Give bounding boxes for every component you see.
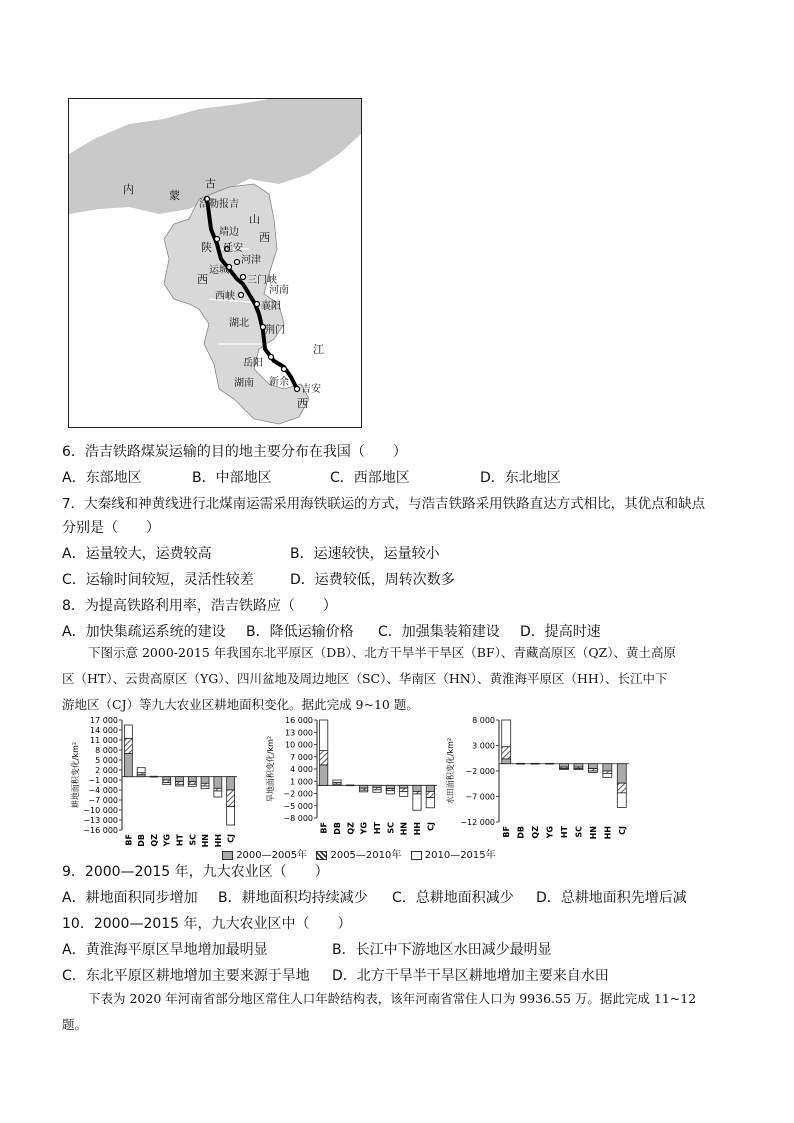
q10-option-d[interactable]: D．北方干旱半干旱区耕地增加主要来自水田: [332, 968, 609, 984]
bar-yg-s2: [163, 780, 171, 783]
category-label: BF: [502, 826, 512, 838]
label-jiangxi-2: 西: [297, 397, 308, 410]
q6-option-d[interactable]: D．东北地区: [480, 470, 561, 486]
y-axis-label: 耕地面积变化/km²: [71, 741, 80, 809]
label-shaanxi-2: 西: [197, 273, 208, 286]
y-tick-label: 11 000: [90, 736, 118, 745]
legend-box-2000-2005: [222, 851, 233, 860]
bar-cj-s2: [227, 790, 235, 807]
intro-9-10-line2: 区（HT）、云贵高原区（YG）、四川盆地及周边地区（SC）、华南区（HN）、黄淮海平原区（HH）、长江中下: [62, 671, 668, 686]
q8-option-d[interactable]: D．提高时速: [520, 624, 601, 640]
y-tick-label: −5 000: [283, 801, 313, 811]
bar-cj-s3: [426, 798, 434, 808]
category-label: CJ: [226, 834, 236, 843]
category-label: HN: [399, 822, 409, 836]
label-jiangxi-1: 江: [313, 343, 324, 356]
bar-bf-s2: [124, 738, 132, 753]
bar-cj-s3: [227, 807, 235, 825]
bar-ht-s3: [373, 790, 381, 792]
category-label: HN: [588, 826, 598, 840]
q6-option-c[interactable]: C．西部地区: [330, 470, 410, 486]
q7-stem-line2: 分别是（ ）: [62, 520, 160, 536]
q8-stem: 8．为提高铁路利用率，浩吉铁路应（ ）: [62, 598, 337, 614]
y-tick-label: 8 000: [472, 716, 495, 725]
category-label: YG: [359, 822, 369, 835]
q9-option-d[interactable]: D．总耕地面积先增后减: [536, 890, 687, 906]
station-xiangyang: 襄阳: [261, 301, 281, 312]
y-tick-label: 13 000: [285, 728, 313, 738]
y-tick-label: −8 000: [283, 814, 313, 823]
label-hubei: 湖北: [229, 318, 249, 329]
q7-option-a[interactable]: A．运量较大，运费较高: [62, 546, 212, 562]
station-hejin: 河津: [241, 255, 261, 266]
bar-hh-s3: [413, 794, 421, 810]
bar-ht-s3: [176, 784, 184, 786]
bar-cj-s1: [227, 777, 235, 790]
q10-stem: 10．2000—2015 年，九大农业区中（ ）: [62, 916, 352, 932]
category-label: HH: [413, 822, 422, 836]
bar-ht-s1: [176, 777, 184, 782]
q9-option-c[interactable]: C．总耕地面积减少: [392, 890, 514, 906]
bar-yg-s3: [163, 783, 171, 785]
bar-sc-s3: [574, 769, 583, 770]
q7-option-d[interactable]: D．运费较低，周转次数多: [290, 572, 455, 588]
label-neimeng-3: 古: [205, 177, 216, 190]
category-label: QZ: [531, 826, 541, 839]
bar-sc-s3: [188, 784, 196, 786]
q10-option-a[interactable]: A．黄淮海平原区旱地增加最明显: [62, 942, 268, 958]
label-shaanxi-1: 陕: [201, 241, 212, 254]
category-label: HT: [175, 834, 185, 847]
y-tick-label: 14 000: [90, 726, 118, 735]
station-haolebaoji: 浩勒报吉: [199, 199, 239, 210]
y-tick-label: 1 000: [290, 777, 313, 787]
station-yanan: 延安: [223, 243, 243, 254]
bar-hn-s3: [588, 771, 597, 772]
q7-stem-line1: 7．大秦线和神黄线进行北煤南运需采用海铁联运的方式，与浩吉铁路采用铁路直达方式相比，其优点和缺点: [62, 496, 706, 512]
q8-option-c[interactable]: C．加强集装箱建设: [378, 624, 500, 640]
bar-db-s3: [333, 780, 341, 782]
bar-bf-s1: [502, 759, 511, 764]
bar-bf-s2: [502, 747, 511, 759]
q8-option-a[interactable]: A．加快集疏运系统的建设: [62, 624, 226, 640]
chart-legend: [222, 846, 496, 861]
category-label: HH: [213, 834, 223, 848]
bar-sc-s3: [386, 791, 394, 794]
category-label: DB: [516, 826, 526, 839]
bar-hn-s2: [400, 788, 408, 791]
y-axis-label: 水田面积变化/km²: [446, 737, 455, 805]
intro-9-10-line3: 游地区（CJ）等九大农业区耕地面积变化。据此完成 9~10 题。: [62, 697, 419, 712]
farmland-change-charts: [62, 712, 742, 862]
station-yuncheng: 运城: [209, 265, 229, 276]
legend-label-2005-2010: 2005—2010年: [330, 850, 402, 861]
q9-option-a[interactable]: A．耕地面积同步增加: [62, 890, 198, 906]
intro-9-10-line1: 下图示意 2000-2015 年我国东北平原区（DB）、北方干旱半干旱区（BF）、青藏高原区（QZ）、黄土高原: [88, 645, 677, 660]
intro-9-10: [62, 640, 732, 718]
bar-hh-s1: [214, 777, 222, 789]
bar-cj-s3: [617, 793, 626, 808]
bar-sc-s1: [386, 785, 394, 788]
q8-option-b[interactable]: B．降低运输价格: [246, 624, 354, 640]
bar-hh-s2: [214, 788, 222, 791]
y-tick-label: −13 000: [83, 816, 118, 825]
y-tick-label: 17 000: [90, 716, 118, 725]
intro-11-12-line1: 下表为 2020 年河南省部分地区常住人口年龄结构表，该年河南省常住人口为 9936.55 万。据此完成 11~12: [88, 991, 697, 1006]
category-label: DB: [137, 834, 147, 847]
intro-11-12-line2: 题。: [62, 1017, 88, 1032]
label-henan: 河南: [269, 285, 289, 296]
y-tick-label: −7 000: [88, 796, 118, 805]
y-tick-label: 2 000: [95, 766, 118, 775]
y-tick-label: −1 000: [88, 776, 118, 785]
bar-hh-s3: [214, 791, 222, 797]
y-tick-label: 16 000: [285, 716, 313, 725]
q9-stem: 9．2000—2015 年，九大农业区（ ）: [62, 864, 329, 880]
q6-stem: 6．浩吉铁路煤炭运输的目的地主要分布在我国（ ）: [62, 444, 407, 460]
category-label: YG: [545, 826, 555, 839]
bar-bf-s1: [320, 765, 328, 785]
bar-bf-s3: [502, 720, 511, 747]
category-label: HN: [201, 834, 211, 848]
y-tick-label: 10 000: [285, 740, 313, 750]
bar-sc-s1: [574, 764, 583, 767]
y-tick-label: −2 000: [465, 767, 495, 776]
bar-hh-s3: [603, 773, 612, 777]
bar-yg-s3: [360, 790, 368, 792]
legend-box-2010-2015: [411, 851, 422, 860]
q6-option-b[interactable]: B．中部地区: [192, 470, 272, 486]
label-shanxi-1: 山: [249, 213, 260, 226]
y-tick-label: 8 000: [95, 746, 118, 755]
category-label: QZ: [149, 834, 159, 847]
label-shanxi-2: 西: [259, 231, 270, 244]
station-jingmen: 荆门: [265, 325, 285, 336]
intro-11-12: [62, 986, 732, 1038]
category-label: CJ: [617, 826, 627, 835]
bar-cj-s2: [426, 791, 434, 797]
y-tick-label: 7 000: [290, 752, 313, 762]
bar-yg-s1: [360, 785, 368, 788]
bar-ht-s1: [560, 764, 569, 767]
q7-option-b[interactable]: B．运速较快，运量较小: [290, 546, 440, 562]
y-tick-label: 3 000: [472, 741, 495, 751]
bar-yg-s1: [163, 777, 171, 780]
station-jingbian: 靖边: [219, 227, 239, 238]
bar-hh-s1: [413, 785, 421, 791]
label-neimeng-1: 内: [123, 183, 134, 196]
q7-option-c[interactable]: C．运输时间较短，灵活性较差: [62, 572, 254, 588]
station-jian: 吉安: [301, 384, 321, 395]
bar-cj-s1: [426, 785, 434, 791]
q9-option-b[interactable]: B．耕地面积均持续减少: [218, 890, 368, 906]
bar-cj-s1: [617, 764, 626, 783]
y-tick-label: −16 000: [83, 826, 118, 835]
bar-hn-s1: [588, 764, 597, 769]
bar-bf-s3: [124, 725, 132, 738]
y-tick-label: 4 000: [290, 765, 313, 774]
bar-bf-s2: [320, 751, 328, 765]
bar-cj-s2: [617, 783, 626, 793]
q10-option-b[interactable]: B．长江中下游地区水田减少最明显: [332, 942, 552, 958]
bar-hn-s1: [400, 785, 408, 788]
bar-sc-s1: [188, 777, 196, 782]
q6-option-a[interactable]: A．东部地区: [62, 470, 142, 486]
legend-label-2000-2005: 2000—2005年: [236, 850, 308, 861]
bar-hh-s1: [603, 764, 612, 771]
category-label: CJ: [426, 822, 436, 831]
bar-hn-s3: [201, 786, 209, 789]
y-axis-label: 旱地面积变化/km²: [266, 735, 275, 803]
bar-hn-s3: [400, 791, 408, 796]
bar-bf-s1: [124, 753, 132, 776]
y-tick-label: 5 000: [95, 756, 118, 765]
bar-bf-s3: [320, 720, 328, 751]
category-label: BF: [319, 822, 329, 834]
y-tick-label: −7 000: [465, 792, 495, 802]
category-label: BF: [124, 834, 134, 846]
category-label: SC: [188, 834, 198, 846]
category-label: QZ: [346, 822, 356, 835]
label-hunan: 湖南: [234, 378, 254, 389]
legend-box-2005-2010: [316, 851, 327, 860]
station-xixia: 西峡: [215, 291, 235, 302]
category-label: HH: [603, 826, 613, 840]
y-tick-label: −2 000: [283, 789, 313, 799]
category-label: SC: [386, 822, 396, 834]
station-sanmenxia: 三门峡: [247, 275, 277, 286]
legend-label-2010-2015: 2010—2015年: [424, 850, 496, 861]
y-tick-label: −12 000: [460, 818, 495, 827]
y-tick-label: −10 000: [83, 806, 118, 815]
category-label: YG: [162, 834, 172, 847]
bar-hn-s2: [201, 783, 209, 786]
bar-db-s3: [137, 768, 145, 773]
category-label: HT: [560, 826, 569, 839]
category-label: DB: [333, 822, 342, 835]
q10-option-c[interactable]: C．东北平原区耕地增加主要来源于旱地: [62, 968, 310, 984]
label-neimeng-2: 蒙: [169, 189, 180, 202]
station-yueyang: 岳阳: [243, 358, 263, 369]
rail-map: [68, 98, 362, 428]
category-label: SC: [574, 826, 584, 838]
y-tick-label: −4 000: [88, 786, 118, 795]
bar-ht-s3: [560, 769, 569, 770]
bar-hn-s1: [201, 777, 209, 784]
category-label: HT: [373, 822, 382, 835]
station-xinyu: 新余: [269, 377, 289, 388]
